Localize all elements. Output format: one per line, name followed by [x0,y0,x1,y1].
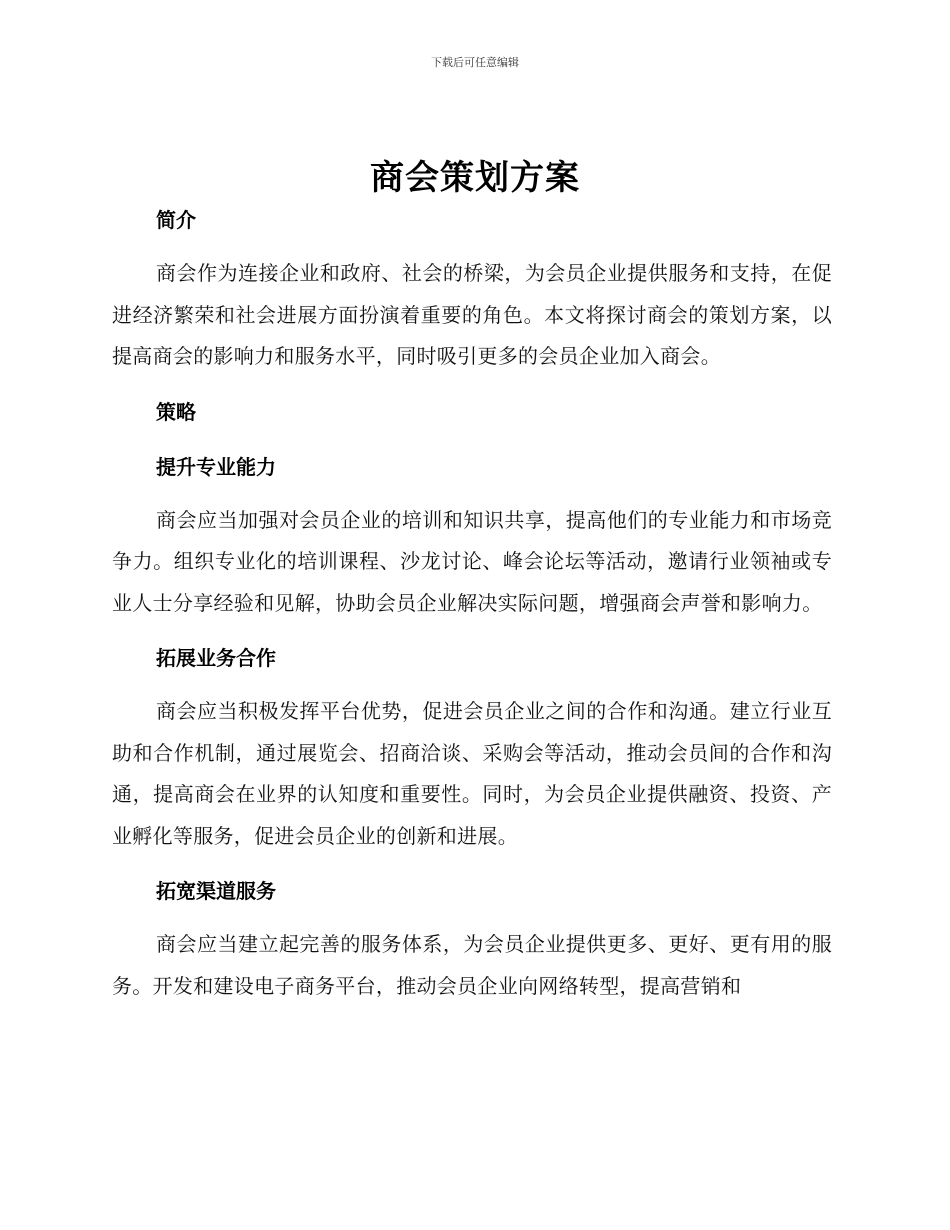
header-note: 下载后可任意编辑 [431,56,519,69]
section-heading-capability: 提升专业能力 [156,454,276,479]
document-body [112,198,832,1007]
document-title: 商会策划方案 [370,158,580,198]
section-heading-cooperation: 拓展业务合作 [156,646,276,670]
paragraph-cooperation: 商会应当积极发挥平台优势，促进会员企业之间的合作和沟通。建立行业互助和合作机制，通过展览会、招商洽谈、采购会等活动，推动会员间的合作和沟通，提高商会在业界的认知度和重要性。同时，为会员企业提供融资、投资、产业孵化等服务，促进会员企业的创新和进展。 [112,699,832,848]
paragraph-channel: 商会应当建立起完善的服务体系，为会员企业提供更多、更好、更有用的服务。开发和建设电子商务平台，推动会员企业向网络转型，提高营销和 [112,932,832,998]
section-heading-channel: 拓宽渠道服务 [156,879,276,903]
paragraph-capability: 商会应当加强对会员企业的培训和知识共享，提高他们的专业能力和市场竞争力。组织专业化的培训课程、沙龙讨论、峰会论坛等活动，邀请行业领袖或专业人士分享经验和见解，协助会员企业解决实际问题，增强商会声誉和影响力。 [112,507,832,615]
section-heading-strategy: 策略 [156,399,196,424]
section-heading-intro: 简介 [156,208,196,232]
paragraph-intro: 商会作为连接企业和政府、社会的桥梁，为会员企业提供服务和支持，在促进经济繁荣和社会进展方面扮演着重要的角色。本文将探讨商会的策划方案，以提高商会的影响力和服务水平，同时吸引更多的会员企业加入商会。 [112,261,832,368]
